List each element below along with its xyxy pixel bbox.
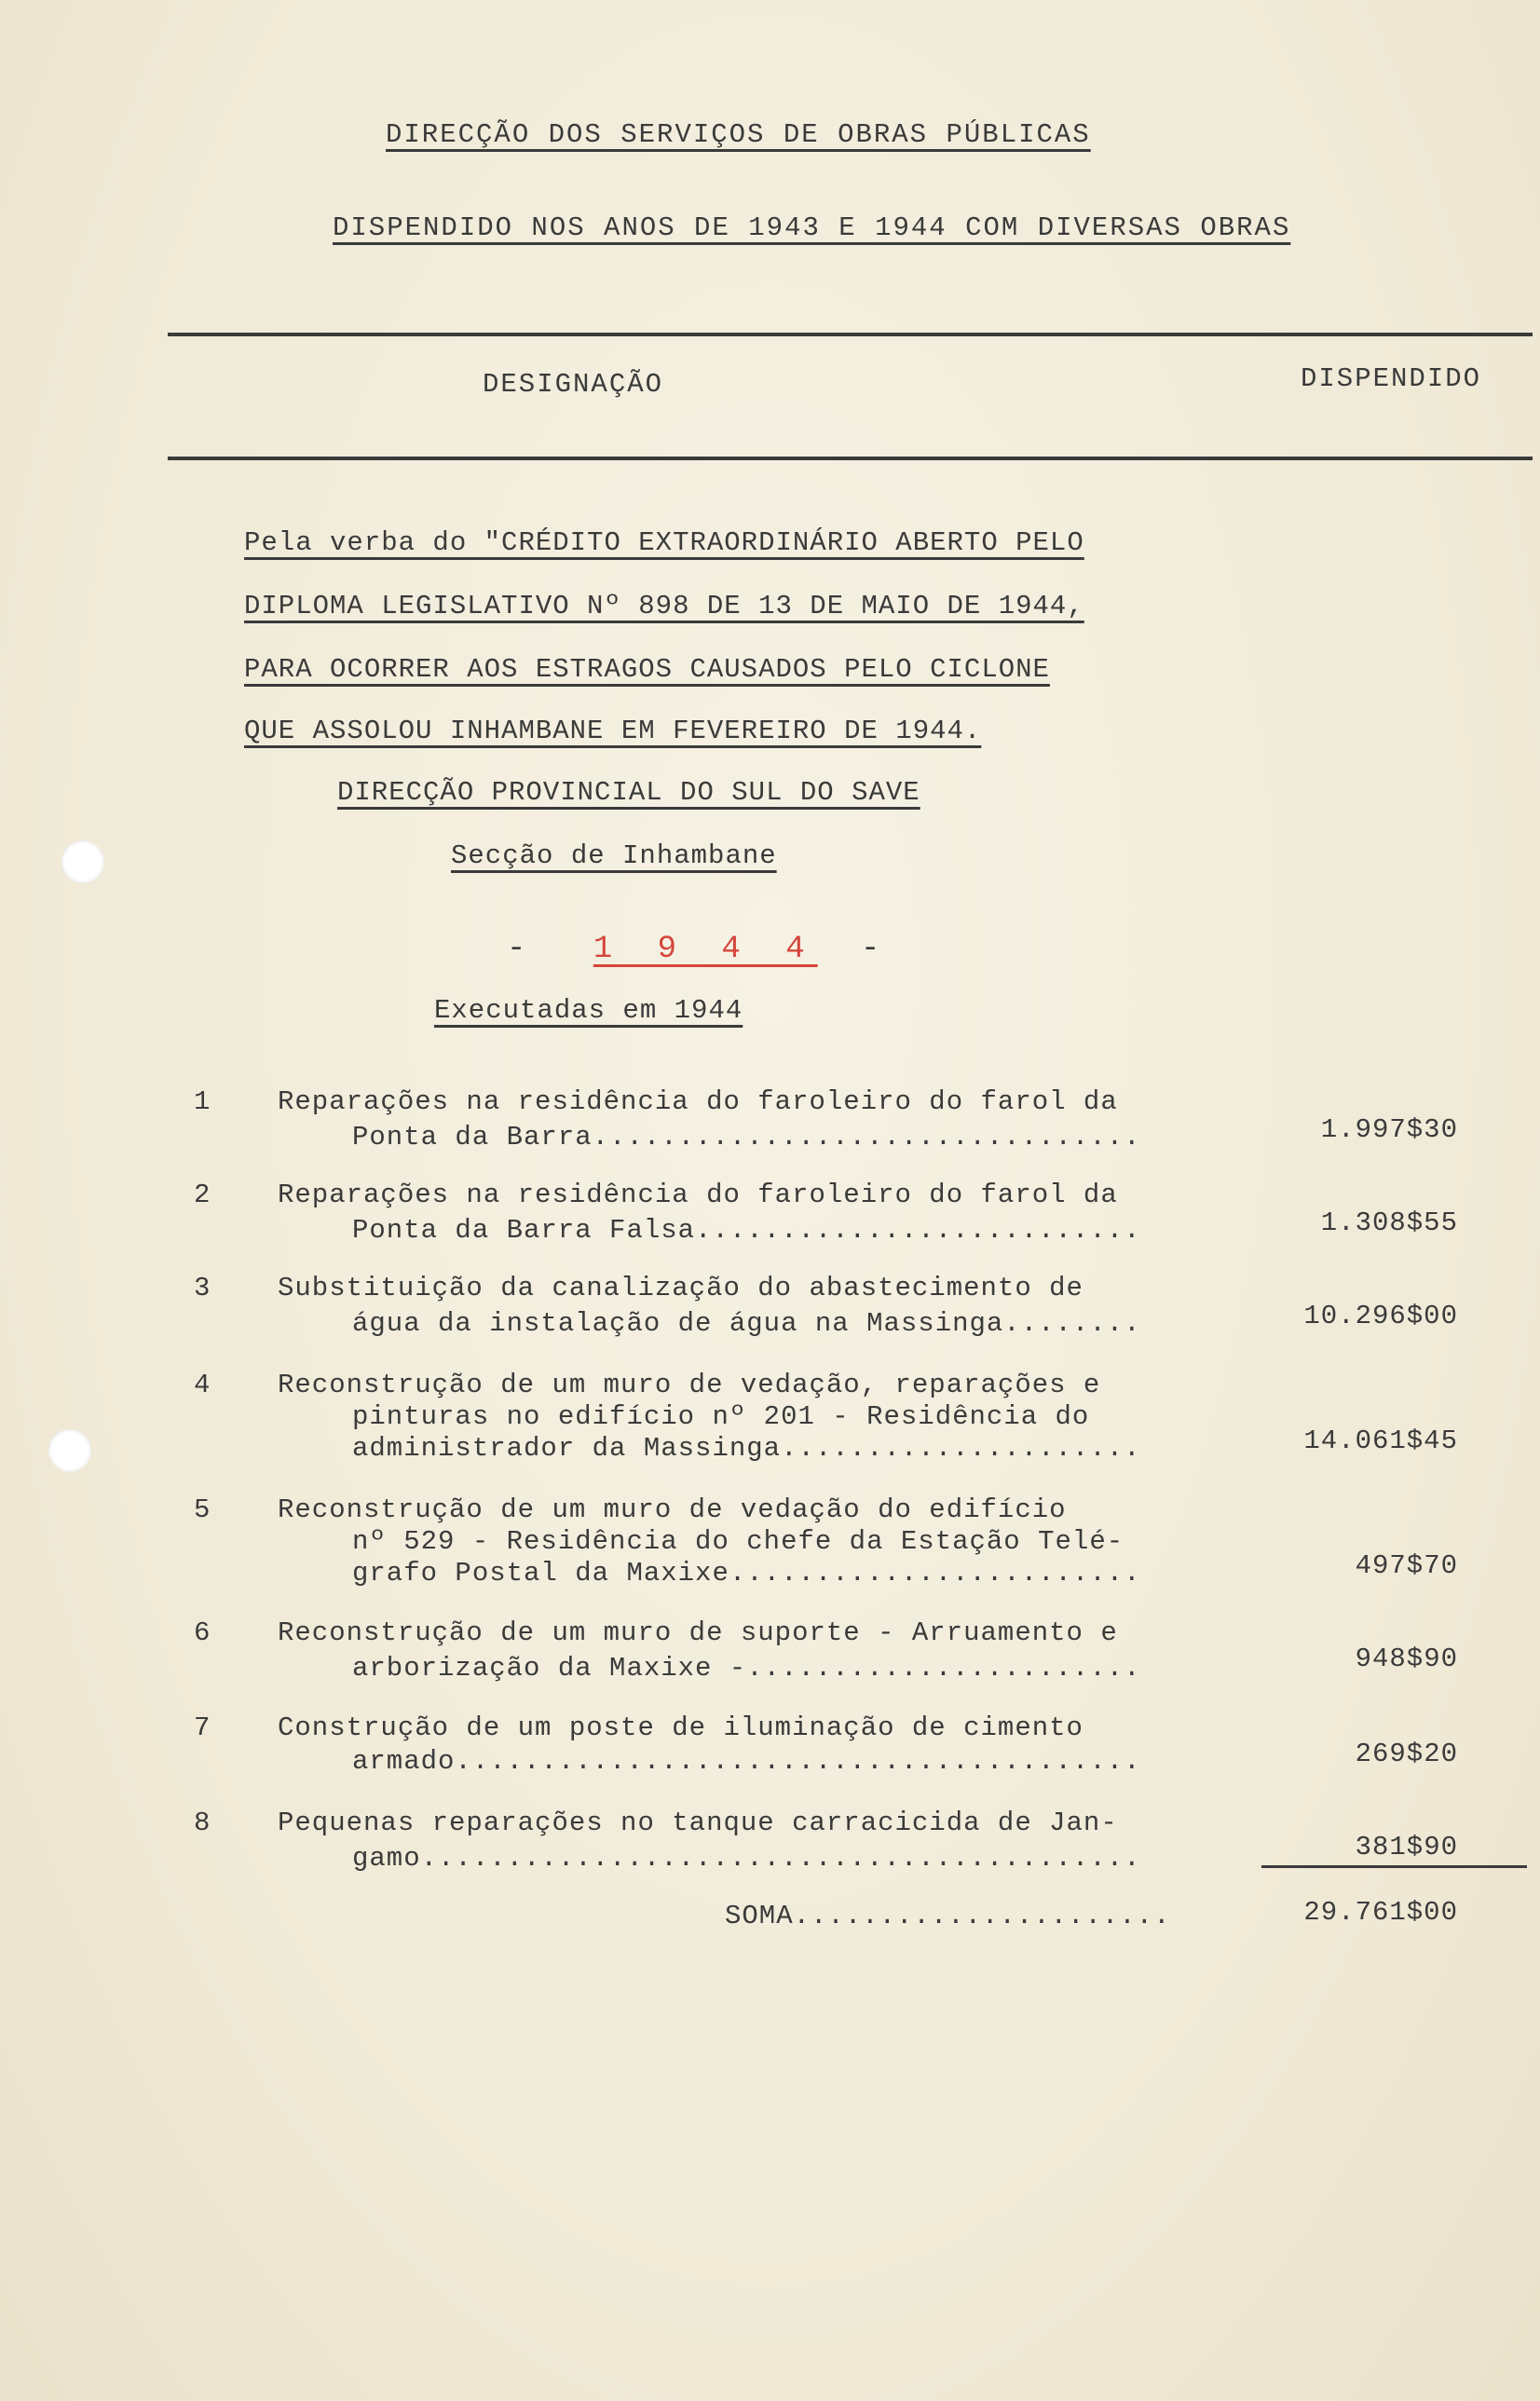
intro-line: PARA OCORRER AOS ESTRAGOS CAUSADOS PELO CICLONE	[244, 654, 1050, 685]
total-label: SOMA......................	[725, 1901, 1171, 1931]
item-description: gamo..........................................	[352, 1843, 1141, 1874]
punch-hole-top	[61, 840, 104, 883]
item-description: Construção de um poste de iluminação de cimento	[278, 1712, 1083, 1743]
item-amount: 14.061$45	[1303, 1426, 1458, 1456]
item-amount: 1.997$30	[1320, 1114, 1458, 1145]
column-header-designation: DESIGNAÇÃO	[483, 369, 664, 400]
header-rule-top	[168, 333, 1533, 336]
item-amount: 10.296$00	[1303, 1301, 1458, 1331]
item-number: 5	[194, 1494, 211, 1525]
item-description: Reconstrução de um muro de suporte - Arruamento e	[278, 1617, 1118, 1648]
item-description: Substituição da canalização do abastecimento de	[278, 1273, 1083, 1303]
item-description: Reparações na residência do faroleiro do farol da	[278, 1086, 1118, 1117]
intro-line: Pela verba do "CRÉDITO EXTRAORDINÁRIO ABERTO PELO	[244, 527, 1084, 558]
intro-line: QUE ASSOLOU INHAMBANE EM FEVEREIRO DE 1944.	[244, 716, 982, 746]
item-description: pinturas no edifício nº 201 - Residência do	[352, 1401, 1090, 1432]
item-number: 7	[194, 1712, 211, 1743]
total-amount: 29.761$00	[1303, 1897, 1458, 1928]
item-description: Ponta da Barra................................	[352, 1122, 1141, 1153]
column-header-spent: DISPENDIDO	[1301, 363, 1482, 394]
year-dash-right: -	[861, 932, 905, 967]
item-number: 2	[194, 1180, 211, 1210]
item-description: armado........................................	[352, 1746, 1141, 1777]
year-digits: 1 9 4 4	[593, 932, 818, 967]
item-amount: 497$70	[1355, 1550, 1458, 1581]
executed-label: Executadas em 1944	[434, 995, 743, 1026]
directorate-label: DIRECÇÃO PROVINCIAL DO SUL DO SAVE	[337, 777, 920, 808]
item-amount: 948$90	[1355, 1644, 1458, 1674]
item-description: grafo Postal da Maxixe........................	[352, 1558, 1141, 1589]
item-description: água da instalação de água na Massinga........	[352, 1308, 1141, 1339]
header-rule-bottom	[168, 457, 1533, 460]
item-amount: 269$20	[1355, 1739, 1458, 1769]
item-description: Ponta da Barra Falsa..........................	[352, 1215, 1141, 1246]
section-label: Secção de Inhambane	[451, 840, 777, 871]
item-number: 1	[194, 1086, 211, 1117]
punch-hole-bottom	[48, 1429, 91, 1472]
item-amount: 381$90	[1355, 1832, 1458, 1862]
intro-line: DIPLOMA LEGISLATIVO Nº 898 DE 13 DE MAIO DE 1944,	[244, 591, 1084, 621]
document-heading: DIRECÇÃO DOS SERVIÇOS DE OBRAS PÚBLICAS	[386, 119, 1091, 150]
item-number: 4	[194, 1370, 211, 1400]
document-subheading: DISPENDIDO NOS ANOS DE 1943 E 1944 COM DIVERSAS OBRAS	[333, 212, 1291, 243]
item-number: 6	[194, 1617, 211, 1648]
item-number: 8	[194, 1808, 211, 1838]
item-description: Reparações na residência do faroleiro do farol da	[278, 1180, 1118, 1210]
year-heading	[507, 932, 904, 967]
item-description: administrador da Massinga.....................	[352, 1433, 1141, 1464]
item-description: nº 529 - Residência do chefe da Estação Telé-	[352, 1526, 1124, 1557]
year-dash-left: -	[507, 932, 551, 967]
item-number: 3	[194, 1273, 211, 1303]
item-description: arborização da Maxixe -.......................	[352, 1653, 1141, 1684]
item-description: Pequenas reparações no tanque carracicida de Jan-	[278, 1808, 1118, 1838]
item-amount: 1.308$55	[1320, 1207, 1458, 1238]
sum-rule	[1261, 1865, 1527, 1868]
item-description: Reconstrução de um muro de vedação, reparações e	[278, 1370, 1101, 1400]
item-description: Reconstrução de um muro de vedação do edifício	[278, 1494, 1067, 1525]
